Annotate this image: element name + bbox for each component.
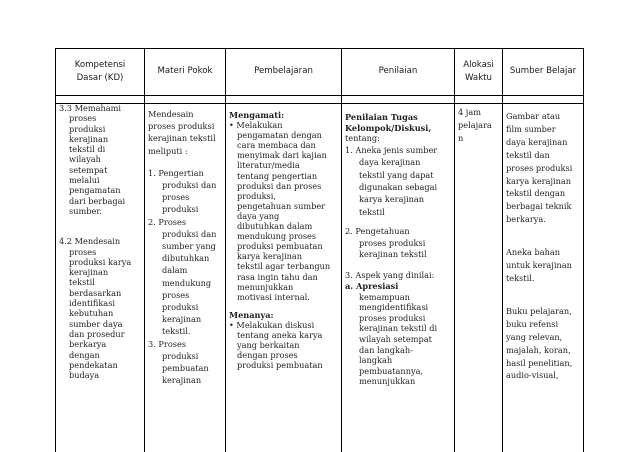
materi-item-2: 2. Proses produksi dan sumber yang dibutuhkan dalam mendukung proses produksi kerajinan tekstil. (148, 216, 217, 337)
penilaian-cell: Penilaian Tugas Kelompok/Diskusi, tentang: 1. Aneka jenis sumber daya kerajinan tekstil yang dapat digunakan sebagai karya kerajinan tekstil 2. Pengetahuan proses produksi kerajinan tekstil 3. Aspek yang dinilai: a. Apresiasi kemampuan mengidentifikasi proses produksi kerajinan tekstil di wilayah setempat dan langkah- langkah pembuatannya, menunjukkan (345, 112, 453, 387)
column-divider (225, 48, 226, 452)
header-kompetensi: Kompetensi Dasar (KD) (74, 59, 126, 83)
materi-item-3: 3. Proses produksi pembuatan kerajinan (148, 338, 209, 386)
table-border-right (583, 48, 584, 452)
penilaian-title: Penilaian Tugas (345, 112, 418, 122)
column-divider (144, 48, 145, 452)
header-penilaian: Penilaian (378, 66, 418, 76)
sumber-block-1: Gambar atau film sumber daya kerajinan tekstil dan proses produksi karya kerajinan tekstil dengan berbagai teknik berkarya. (506, 111, 573, 225)
alokasi-cell: 4 jam pelajara n (458, 107, 492, 143)
kd-cell (59, 103, 143, 380)
penilaian-item-1: 1. Aneka jenis sumber daya kerajinan tekstil yang dapat digunakan sebagai karya kerajinan tekstil (345, 144, 438, 217)
column-divider (341, 48, 342, 452)
column-divider (502, 48, 503, 452)
kd-4-2: 4.2 Mendesain proses produksi karya kerajinan tekstil berdasarkan identifikasi kebutuhan sumber daya dan prosedur berkarya dengan pendekatan budaya (59, 236, 132, 381)
header-alokasi: Alokasi Waktu (463, 59, 494, 83)
mengamati-text: • Melakukan pengamatan dengan cara membaca dan menyimak dari kajian literatur/media tentang pengertian produksi dan proses produksi, pengetahuan sumber daya yang dibutuhkan dalam mendukung proses produksi pembuatan karya kerajinan tekstil agar terbangun rasa ingin tahu dan menunjukkan motivasi internal. (229, 120, 331, 302)
mengamati-heading: Mengamati: (229, 110, 285, 120)
table-border-left (55, 48, 56, 452)
penilaian-item-3: 3. Aspek yang dinilai: a. Apresiasi kemampuan mengidentifikasi proses produksi kerajinan tekstil di wilayah setempat dan langkah- langkah pembuatannya, menunjukkan (345, 270, 438, 387)
materi-item-1: 1. Pengertian produksi dan proses produksi (148, 167, 217, 215)
menanya-heading: Menanya: (229, 309, 274, 320)
header-divider (55, 95, 584, 96)
header-materi: Materi Pokok (157, 66, 213, 76)
pembelajaran-cell (229, 110, 340, 370)
header-pembelajaran: Pembelajaran (254, 66, 313, 76)
kd-3-3: 3.3 Memahami proses produksi kerajinan tekstil di wilayah setempat melalui pengamatan dari berbagai sumber. (59, 103, 126, 216)
penilaian-item-2: 2. Pengetahuan proses produksi kerajinan tekstil (345, 226, 427, 260)
sumber-block-2: Aneka bahan untuk kerajinan tekstil. (506, 247, 572, 283)
menanya-text: • Melakukan diskusi tentang aneka karya yang berkaitan dengan proses produksi pembuatan (229, 319, 323, 371)
sumber-block-3: Buku pelajaran, buku refensi yang relevan, majalah, koran, hasil penelitian, audio-visual, (506, 305, 573, 381)
materi-intro: Mendesain proses produksi kerajinan tekstil meliputi : (148, 109, 216, 156)
materi-cell (148, 108, 224, 386)
header-sumber: Sumber Belajar (509, 66, 577, 76)
sumber-cell (506, 110, 582, 382)
column-divider (454, 48, 455, 452)
